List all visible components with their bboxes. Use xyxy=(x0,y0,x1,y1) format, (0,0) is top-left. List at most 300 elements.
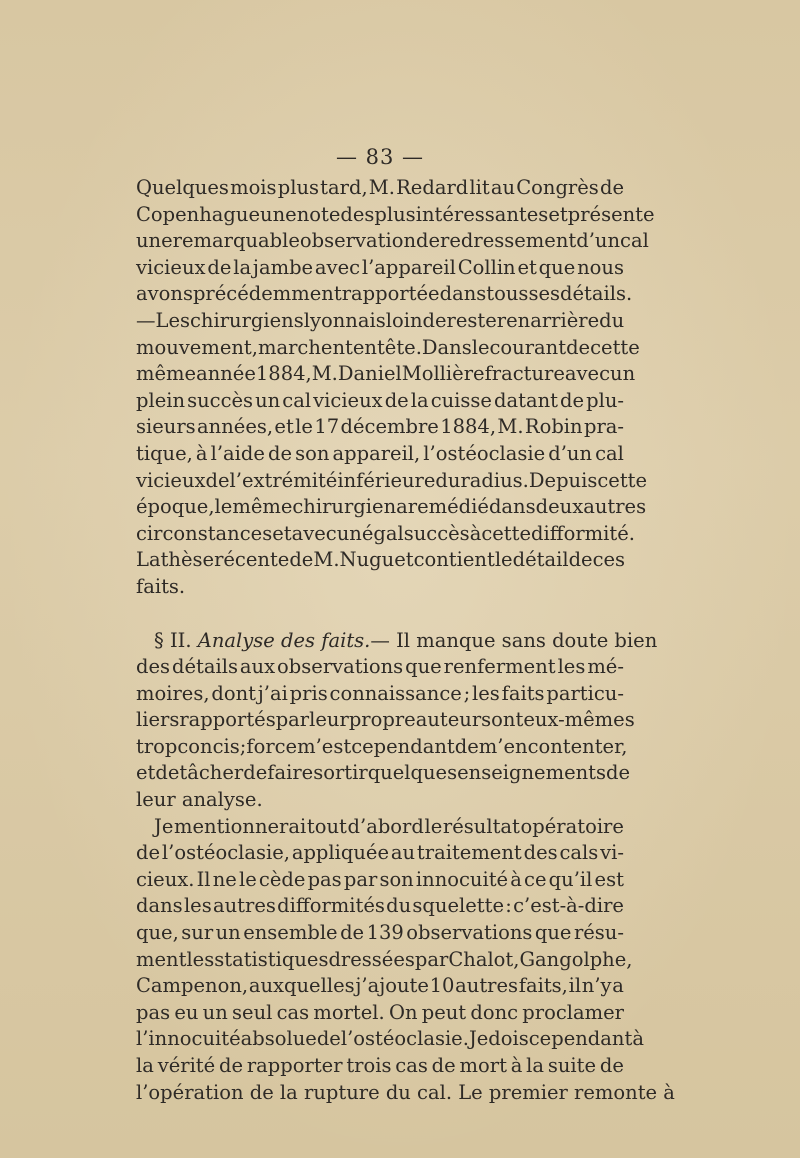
section-heading-line xyxy=(136,628,658,655)
word: contient xyxy=(413,548,495,572)
word: les xyxy=(183,894,212,918)
word: sortir xyxy=(313,761,368,785)
word: cal xyxy=(620,229,649,253)
word: l’ostéoclasie, xyxy=(161,841,290,865)
word: l’aide xyxy=(210,441,265,465)
word: Redard xyxy=(396,176,469,199)
word: détails xyxy=(171,655,238,679)
word: jambe xyxy=(252,255,314,279)
word: les xyxy=(557,655,586,679)
text-line xyxy=(136,255,624,282)
word: dois xyxy=(488,1027,529,1051)
text-line xyxy=(136,947,633,974)
word: Nuguet xyxy=(339,548,414,572)
word: cas xyxy=(395,1054,428,1077)
word: opératoire xyxy=(520,814,624,838)
word: faits, xyxy=(518,974,568,998)
text-line: l’opération de la rupture du cal. Le premier remonte à xyxy=(136,1080,675,1104)
word: l’extrémité xyxy=(229,468,338,492)
word: ; xyxy=(463,681,471,705)
word: de xyxy=(316,1027,341,1051)
word: même xyxy=(136,362,197,386)
word: par xyxy=(414,947,449,971)
word: pris xyxy=(289,681,328,705)
word: m’est xyxy=(297,734,352,758)
word: que, xyxy=(136,921,179,945)
word: rapportée xyxy=(341,282,440,306)
paragraph-gap xyxy=(136,601,624,628)
word: difformité. xyxy=(531,521,635,545)
text-line xyxy=(136,760,631,787)
word: trois xyxy=(346,1054,392,1077)
text-line xyxy=(136,202,655,229)
word: récente xyxy=(214,548,290,572)
word: propre xyxy=(348,708,416,732)
word: loin xyxy=(385,308,423,332)
word: des xyxy=(136,655,171,679)
word: eu xyxy=(174,1000,199,1024)
word: Je xyxy=(154,814,174,838)
word: autres xyxy=(583,495,647,519)
word: le xyxy=(295,415,313,439)
text-line xyxy=(136,893,624,920)
word: M. xyxy=(368,176,395,199)
word: tard, xyxy=(320,176,368,199)
word: remédié xyxy=(407,495,489,519)
word: qu’il xyxy=(548,867,593,891)
word: a xyxy=(396,495,408,519)
word: M. xyxy=(313,548,340,572)
word: par xyxy=(343,867,378,891)
word: pas xyxy=(307,867,342,891)
word: présente xyxy=(567,202,655,226)
word: Gangolphe, xyxy=(519,947,633,971)
word: de xyxy=(205,468,230,492)
word: de xyxy=(422,308,447,332)
word: pas xyxy=(136,1000,171,1024)
word: chirurgien xyxy=(292,495,397,519)
word: cal xyxy=(282,388,312,412)
word: au xyxy=(390,841,416,865)
word: l’ostéoclasie xyxy=(423,441,546,465)
word: peut xyxy=(421,1000,467,1024)
word: son xyxy=(379,867,414,891)
word: concis xyxy=(177,734,240,758)
word: renferment xyxy=(443,655,556,679)
text-line xyxy=(136,361,636,388)
word: ses xyxy=(528,282,560,306)
word: Collin xyxy=(457,255,516,279)
word: cette xyxy=(590,335,640,359)
word: un xyxy=(610,362,636,386)
word: de xyxy=(566,335,591,359)
word: d’un xyxy=(548,441,593,465)
word: cependant xyxy=(528,1027,633,1051)
word: faire xyxy=(267,761,314,785)
word: Daniel xyxy=(337,362,402,386)
text-line xyxy=(136,494,647,521)
word: à xyxy=(510,1054,523,1077)
word: plus xyxy=(374,202,416,226)
word: résultat xyxy=(442,814,520,838)
word: le xyxy=(214,495,233,519)
text-line xyxy=(136,973,624,1000)
word: dans xyxy=(488,495,536,519)
text-line xyxy=(136,228,649,255)
word: et xyxy=(274,415,294,439)
word: ces xyxy=(592,548,626,572)
paragraph xyxy=(136,175,655,601)
word: de xyxy=(219,1054,244,1077)
text-line xyxy=(136,867,624,894)
text-line xyxy=(136,414,624,441)
word: difformités xyxy=(277,894,385,918)
body-text xyxy=(136,175,675,1106)
word: précédemment xyxy=(192,282,342,306)
word: remarquable xyxy=(172,229,300,253)
word: observations xyxy=(406,921,533,945)
word: cette xyxy=(597,468,648,492)
word: proclamer xyxy=(522,1000,624,1024)
text-line xyxy=(136,335,640,362)
word: ne xyxy=(212,867,237,891)
word: cuisse xyxy=(430,388,492,412)
word: squelette xyxy=(412,894,504,918)
word: moires, xyxy=(136,681,210,705)
section-title: Analyse des faits. xyxy=(197,628,371,652)
word: circonstances xyxy=(136,521,273,545)
word: On xyxy=(388,1000,418,1024)
word: égal xyxy=(361,521,404,545)
word: vi- xyxy=(600,841,624,865)
word: de xyxy=(416,229,441,253)
word: observation xyxy=(299,229,417,253)
word: sont xyxy=(481,708,524,732)
word: le xyxy=(424,814,443,838)
text-line xyxy=(136,1053,624,1080)
word: m’en xyxy=(478,734,528,758)
word: Campenon, xyxy=(136,974,249,998)
word: innocuité xyxy=(415,867,509,891)
word: des xyxy=(340,202,375,226)
word: de xyxy=(454,734,479,758)
word: rapporter xyxy=(246,1054,343,1077)
word: dont xyxy=(211,681,256,705)
word: la xyxy=(526,1054,545,1077)
text-line xyxy=(136,734,628,761)
word: liers xyxy=(136,708,180,732)
word: aux xyxy=(239,655,276,679)
text-line xyxy=(136,707,635,734)
word: 10 xyxy=(429,974,455,998)
word: cals xyxy=(559,841,599,865)
text-line xyxy=(136,175,624,202)
word: cieux. xyxy=(136,867,195,891)
word: années, xyxy=(197,415,274,439)
word: de xyxy=(155,761,180,785)
word: tête. xyxy=(376,335,422,359)
word: nous xyxy=(577,255,624,279)
text-line xyxy=(136,920,624,947)
word: auxquelles xyxy=(248,974,355,998)
word: eux-mêmes xyxy=(523,708,635,732)
word: de xyxy=(207,255,232,279)
word: dressées xyxy=(328,947,415,971)
page-number: — 83 — xyxy=(335,145,425,169)
word: courant xyxy=(489,335,567,359)
word: au xyxy=(490,176,516,199)
word: du xyxy=(599,308,625,332)
word: Quelques xyxy=(136,176,229,199)
word: de xyxy=(606,761,631,785)
text-line xyxy=(136,681,624,708)
word: succès xyxy=(403,521,470,545)
word: une xyxy=(136,229,173,253)
word: autres xyxy=(212,894,276,918)
word: en xyxy=(506,308,531,332)
word: Il xyxy=(196,867,211,891)
text-line xyxy=(136,308,624,335)
text-line xyxy=(136,521,635,548)
word: j’ajoute xyxy=(355,974,429,998)
word: particu- xyxy=(546,681,624,705)
word: l’appareil xyxy=(361,255,456,279)
word: cède xyxy=(258,867,306,891)
word: datant xyxy=(494,388,558,412)
word: un xyxy=(255,388,281,412)
text-line xyxy=(136,1000,624,1027)
word: lit xyxy=(469,176,490,199)
word: Mollière xyxy=(401,362,485,386)
word: de xyxy=(431,1054,456,1077)
word: détail xyxy=(512,548,569,572)
word: c’est-à-dire xyxy=(513,894,624,918)
word: Congrès xyxy=(516,176,599,199)
word: Robin xyxy=(524,415,583,439)
text-line xyxy=(136,1026,644,1053)
word: : xyxy=(505,894,512,918)
word: tâcher xyxy=(179,761,244,785)
word: de xyxy=(599,1054,624,1077)
word: le xyxy=(238,867,257,891)
word: de xyxy=(289,548,314,572)
word: les xyxy=(186,947,215,971)
word: lyonnais xyxy=(303,308,386,332)
word: a xyxy=(612,974,624,998)
word: un xyxy=(336,521,362,545)
word: traitement xyxy=(416,841,522,865)
word: est xyxy=(594,867,624,891)
text-line: leur analyse. xyxy=(136,788,263,812)
word: et xyxy=(517,255,537,279)
word: — xyxy=(136,308,156,332)
word: M. xyxy=(497,415,524,439)
word: de xyxy=(599,176,624,199)
section-line-rest: — Il manque sans doute bien xyxy=(370,628,658,652)
word: ; xyxy=(239,734,247,758)
word: pra- xyxy=(583,415,624,439)
paragraph xyxy=(136,814,675,1107)
word: Dans xyxy=(421,335,472,359)
word: par xyxy=(275,708,310,732)
word: ce xyxy=(524,867,547,891)
word: du xyxy=(435,468,461,492)
word: époque, xyxy=(136,495,215,519)
word: Je xyxy=(468,1027,489,1051)
word: que xyxy=(534,921,572,945)
word: un xyxy=(202,1000,228,1024)
word: faits xyxy=(501,681,545,705)
word: intéressantes xyxy=(415,202,549,226)
word: détails. xyxy=(560,282,633,306)
word: la xyxy=(233,255,252,279)
word: mentionnerai xyxy=(174,814,307,838)
word: quelques xyxy=(367,761,458,785)
word: 1884, xyxy=(255,362,312,386)
word: chirurgiens xyxy=(190,308,304,332)
word: de xyxy=(568,548,593,572)
text-line: faits. xyxy=(136,574,186,598)
word: à xyxy=(195,441,208,465)
text-line xyxy=(136,654,624,681)
section-mark: § II. xyxy=(154,628,192,652)
word: de xyxy=(136,841,161,865)
word: seul xyxy=(232,1000,273,1024)
word: la xyxy=(410,388,429,412)
word: enseignements xyxy=(457,761,607,785)
word: 17 xyxy=(314,415,340,439)
word: vicieux xyxy=(136,468,206,492)
word: appliquée xyxy=(291,841,390,865)
word: vicieux xyxy=(136,255,206,279)
word: note xyxy=(296,202,341,226)
word: La xyxy=(136,548,161,572)
word: sieurs xyxy=(136,415,196,439)
word: radius. xyxy=(460,468,529,492)
word: la xyxy=(136,1054,154,1077)
word: rester xyxy=(446,308,507,332)
text-line xyxy=(136,840,624,867)
word: d’abord xyxy=(347,814,424,838)
word: Copenhague xyxy=(136,202,261,226)
word: cas xyxy=(276,1000,310,1024)
word: à xyxy=(632,1027,644,1051)
word: statistiques xyxy=(214,947,329,971)
word: de xyxy=(384,388,409,412)
word: trop xyxy=(136,734,178,758)
word: tique, xyxy=(136,441,193,465)
word: une xyxy=(260,202,297,226)
text-line xyxy=(136,388,624,415)
word: dans xyxy=(439,282,487,306)
word: avec xyxy=(314,255,361,279)
word: Les xyxy=(155,308,190,332)
word: les xyxy=(472,681,500,705)
word: inférieure xyxy=(337,468,436,492)
word: ment xyxy=(136,947,187,971)
word: force xyxy=(246,734,298,758)
word: arrière xyxy=(530,308,600,332)
word: M. xyxy=(311,362,338,386)
word: à xyxy=(510,867,522,891)
word: auteur xyxy=(415,708,482,732)
word: avec xyxy=(291,521,337,545)
word: décembre xyxy=(340,415,439,439)
word: un xyxy=(215,921,241,945)
word: et xyxy=(272,521,292,545)
word: contenter, xyxy=(527,734,628,758)
text-line xyxy=(136,281,633,308)
word: cette xyxy=(481,521,532,545)
word: tous xyxy=(486,282,529,306)
word: plein xyxy=(136,388,186,412)
word: de xyxy=(560,388,585,412)
word: Chalot, xyxy=(448,947,520,971)
word: l’innocuité xyxy=(136,1027,241,1051)
word: de xyxy=(268,441,293,465)
word: sur xyxy=(181,921,214,945)
word: mé- xyxy=(587,655,624,679)
word: dans xyxy=(136,894,183,918)
word: son xyxy=(295,441,330,465)
word: marchent xyxy=(257,335,353,359)
word: le xyxy=(494,548,513,572)
word: que xyxy=(538,255,576,279)
word: fracture xyxy=(484,362,565,386)
section-heading xyxy=(154,628,370,655)
word: 1884, xyxy=(440,415,497,439)
word: mort xyxy=(459,1054,507,1077)
word: de xyxy=(243,761,268,785)
word: avons xyxy=(136,282,193,306)
word: deux xyxy=(535,495,584,519)
word: d’un xyxy=(576,229,621,253)
word: et xyxy=(548,202,568,226)
word: avec xyxy=(564,362,611,386)
word: du xyxy=(386,894,412,918)
word: à xyxy=(469,521,482,545)
word: de xyxy=(340,921,365,945)
word: mois xyxy=(230,176,277,199)
word: appareil, xyxy=(332,441,421,465)
text-line xyxy=(136,468,648,495)
word: plus xyxy=(277,176,320,199)
word: l’ostéoclasie. xyxy=(340,1027,469,1051)
word: le xyxy=(471,335,490,359)
word: redressement xyxy=(440,229,577,253)
word: absolue xyxy=(240,1027,317,1051)
word: cependant xyxy=(351,734,455,758)
word: mortel. xyxy=(313,1000,385,1024)
word: succès xyxy=(187,388,254,412)
word: en xyxy=(352,335,377,359)
word: des xyxy=(523,841,558,865)
word: plu- xyxy=(586,388,624,412)
text-line xyxy=(136,547,624,574)
word: et xyxy=(136,761,156,785)
word: même xyxy=(232,495,293,519)
word: année xyxy=(196,362,256,386)
word: tout xyxy=(306,814,347,838)
word: j’ai xyxy=(257,681,288,705)
word: il xyxy=(568,974,582,998)
word: cal xyxy=(595,441,624,465)
word: connaissance xyxy=(329,681,462,705)
word: rapportés xyxy=(179,708,276,732)
paragraph xyxy=(136,628,658,814)
word: thèse xyxy=(160,548,215,572)
word: n’y xyxy=(581,974,612,998)
